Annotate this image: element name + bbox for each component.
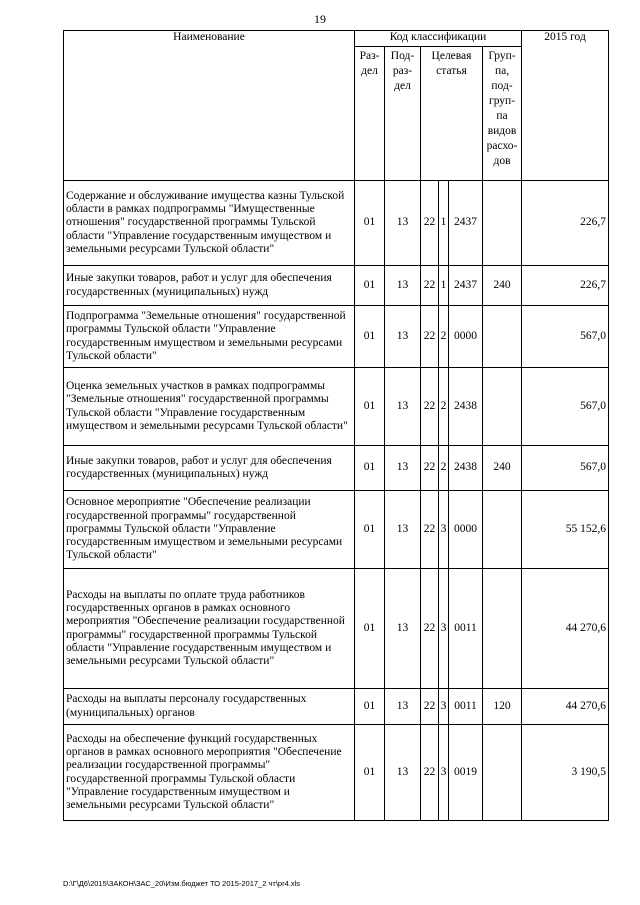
table-body [64, 181, 609, 821]
row-expense-group: 120 [483, 689, 522, 725]
row-target-program: 22 [421, 181, 439, 266]
page-number: 19 [314, 12, 326, 26]
row-amount: 567,0 [522, 368, 609, 446]
row-name: Подпрограмма "Земельные отношения" государственной программы Тульской области "Управление государственным имуществом и земельными ресурсами Тульской области" [64, 306, 355, 368]
row-target-direction: 2437 [449, 266, 483, 306]
header-year: 2015 год [522, 31, 609, 181]
row-target-subprogram: 2 [439, 306, 449, 368]
header-classification: Код классификации [355, 31, 522, 47]
row-expense-group [483, 306, 522, 368]
row-amount: 55 152,6 [522, 491, 609, 569]
row-razdel: 01 [355, 491, 385, 569]
row-target-subprogram: 3 [439, 569, 449, 689]
row-amount: 226,7 [522, 181, 609, 266]
row-target-program: 22 [421, 725, 439, 821]
row-target-program: 22 [421, 368, 439, 446]
row-name: Иные закупки товаров, работ и услуг для обеспечения государственных (муниципальных) нужд [64, 266, 355, 306]
row-target-program: 22 [421, 266, 439, 306]
row-podrazdel: 13 [385, 181, 421, 266]
row-name: Расходы на обеспечение функций государственных органов в рамках основного мероприятия "Обеспечение реализации государственной программы" государственной программы Тульской области "Управление государственным имуществом и земельными ресурсами Тульской области" [64, 725, 355, 821]
row-podrazdel: 13 [385, 446, 421, 491]
row-name: Расходы на выплаты персоналу государственных (муниципальных) органов [64, 689, 355, 725]
row-amount: 3 190,5 [522, 725, 609, 821]
row-expense-group [483, 569, 522, 689]
row-name: Содержание и обслуживание имущества казны Тульской области в рамках подпрограммы "Имущественные отношения" государственной программы Тульской области "Управление государственным имуществом и земельными ресурсами Тульской области" [64, 181, 355, 266]
row-razdel: 01 [355, 689, 385, 725]
row-target-subprogram: 3 [439, 491, 449, 569]
row-target-subprogram: 3 [439, 725, 449, 821]
row-target-subprogram: 1 [439, 181, 449, 266]
row-expense-group [483, 491, 522, 569]
row-target-subprogram: 1 [439, 266, 449, 306]
file-path-footer: D:\Г\Д6\2015\ЗАКОН\ЗАС_20\Изм.бюджет ТО 2015-2017_2 чт\pr4.xls [63, 879, 300, 888]
row-podrazdel: 13 [385, 306, 421, 368]
row-target-subprogram: 2 [439, 368, 449, 446]
budget-table [63, 30, 609, 821]
row-podrazdel: 13 [385, 368, 421, 446]
row-target-direction: 0011 [449, 689, 483, 725]
row-target-direction: 2438 [449, 446, 483, 491]
row-name: Иные закупки товаров, работ и услуг для обеспечения государственных (муниципальных) нужд [64, 446, 355, 491]
row-amount: 567,0 [522, 446, 609, 491]
row-target-direction: 0000 [449, 306, 483, 368]
row-razdel: 01 [355, 266, 385, 306]
row-razdel: 01 [355, 306, 385, 368]
row-expense-group: 240 [483, 266, 522, 306]
row-podrazdel: 13 [385, 266, 421, 306]
row-target-program: 22 [421, 689, 439, 725]
row-expense-group [483, 368, 522, 446]
table-row [64, 689, 609, 725]
row-razdel: 01 [355, 181, 385, 266]
row-expense-group: 240 [483, 446, 522, 491]
row-podrazdel: 13 [385, 569, 421, 689]
table-row [64, 446, 609, 491]
table-row [64, 368, 609, 446]
row-target-program: 22 [421, 306, 439, 368]
header-target: Целевая статья [421, 47, 483, 181]
row-name: Расходы на выплаты по оплате труда работников государственных органов в рамках основного мероприятия "Обеспечение реализации государственной программы" государственной программы Тульской области "Управление государственным имуществом и земельными ресурсами Тульской области" [64, 569, 355, 689]
row-amount: 44 270,6 [522, 689, 609, 725]
row-target-program: 22 [421, 491, 439, 569]
table-row [64, 181, 609, 266]
table-row [64, 266, 609, 306]
row-target-direction: 0011 [449, 569, 483, 689]
row-target-direction: 2437 [449, 181, 483, 266]
row-podrazdel: 13 [385, 491, 421, 569]
header-name: Наименование [64, 31, 355, 181]
row-target-subprogram: 3 [439, 689, 449, 725]
header-group: Груп- па, под- груп- па видов расхо- дов [483, 47, 522, 181]
table-row [64, 306, 609, 368]
row-target-subprogram: 2 [439, 446, 449, 491]
row-amount: 226,7 [522, 266, 609, 306]
row-target-direction: 0019 [449, 725, 483, 821]
header-podrazdel: Под- раз- дел [385, 47, 421, 181]
row-expense-group [483, 725, 522, 821]
row-razdel: 01 [355, 725, 385, 821]
row-name: Основное мероприятие "Обеспечение реализации государственной программы" государственной программы Тульской области "Управление государственным имуществом и земельными ресурсами Тульской области" [64, 491, 355, 569]
header-razdel: Раз- дел [355, 47, 385, 181]
row-podrazdel: 13 [385, 689, 421, 725]
row-razdel: 01 [355, 569, 385, 689]
row-target-program: 22 [421, 569, 439, 689]
row-target-direction: 2438 [449, 368, 483, 446]
row-razdel: 01 [355, 368, 385, 446]
table-row [64, 569, 609, 689]
row-amount: 44 270,6 [522, 569, 609, 689]
row-name: Оценка земельных участков в рамках подпрограммы "Земельные отношения" государственной программы Тульской области "Управление государственным имуществом и земельными ресурсами Тульской области" [64, 368, 355, 446]
row-target-direction: 0000 [449, 491, 483, 569]
row-expense-group [483, 181, 522, 266]
row-amount: 567,0 [522, 306, 609, 368]
row-target-program: 22 [421, 446, 439, 491]
table-row [64, 491, 609, 569]
table-row [64, 725, 609, 821]
row-razdel: 01 [355, 446, 385, 491]
row-podrazdel: 13 [385, 725, 421, 821]
